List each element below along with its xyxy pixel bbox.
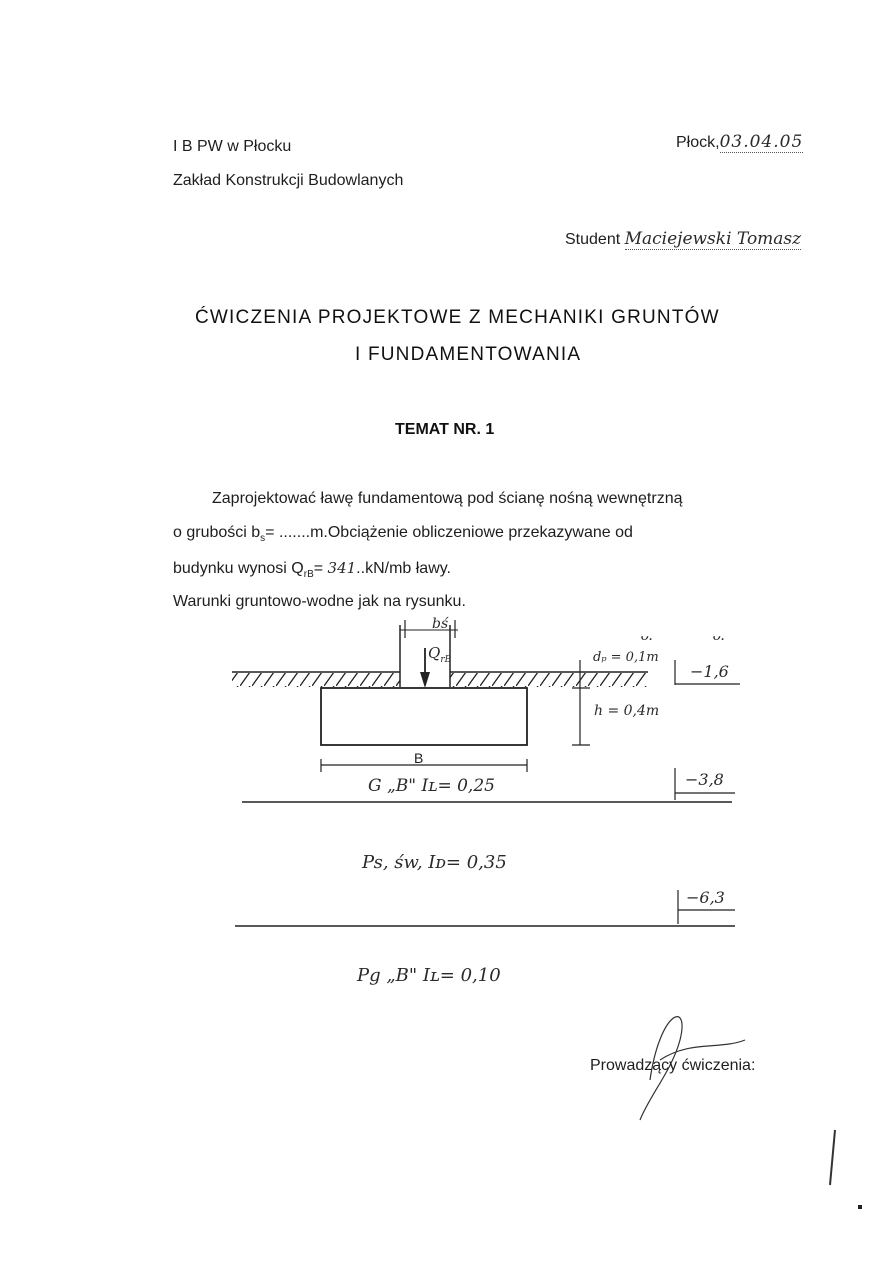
task-line-3-c: ..kN/mb ławy.	[356, 560, 451, 577]
task-line-3-b: =	[313, 560, 324, 577]
b-label: B	[414, 750, 424, 766]
margin-dot	[858, 1205, 862, 1209]
level-1-value: −1,6	[690, 662, 729, 681]
h-label: h = 0,4m	[594, 703, 660, 719]
water-mark-2: ᴗ.	[712, 628, 725, 644]
bs-label: bś	[432, 616, 449, 632]
supervisor-label: Prowadzący ćwiczenia:	[590, 1057, 756, 1074]
ground-hatch-right	[450, 673, 648, 687]
topic-number: TEMAT NR. 1	[395, 421, 495, 438]
foundation-footing	[321, 688, 527, 745]
ground-hatch-left	[232, 673, 400, 687]
place-label: Płock,	[676, 134, 720, 151]
page-title-line2: I FUNDAMENTOWANIA	[355, 344, 582, 365]
task-line-2-b: = .......m.Obciążenie obliczeniowe przekazywane od	[265, 524, 633, 541]
student-name-handwritten: Maciejewski Tomasz	[624, 229, 802, 249]
level-3-value: −6,3	[686, 888, 725, 907]
load-value-handwritten: 341	[327, 559, 357, 577]
task-line-2-a: o grubości b	[173, 524, 261, 541]
date-handwritten: 03.04.05	[719, 132, 804, 152]
page-title-line1: ĆWICZENIA PROJEKTOWE Z MECHANIKI GRUNTÓW	[195, 307, 720, 328]
q-label	[428, 644, 451, 665]
department-name: Zakład Konstrukcji Budowlanych	[173, 172, 404, 189]
bs-subscript: s	[260, 533, 266, 545]
layer-3-description: Pg „B" Iʟ= 0,10	[357, 965, 501, 986]
water-mark-1: ᴗ.	[640, 628, 653, 644]
load-arrow-head	[420, 672, 430, 688]
student-label: Student	[565, 231, 621, 248]
task-line-1: Zaprojektować ławę fundamentową pod ścianę nośną wewnętrzną	[212, 490, 683, 507]
task-line-4: Warunki gruntowo-wodne jak na rysunku.	[173, 593, 466, 610]
task-line-3-a: budynku wynosi Q	[173, 560, 304, 577]
layer-2-description: Ps, św, Iᴅ= 0,35	[362, 852, 507, 873]
layer-1-description: G „B" Iʟ= 0,25	[368, 776, 495, 796]
institution-name: I B PW w Płocku	[173, 138, 292, 155]
q-label-main: Q	[428, 644, 441, 662]
level-2-value: −3,8	[685, 770, 724, 789]
q-subscript: rB	[303, 569, 314, 581]
q-label-sub: rB	[440, 655, 452, 665]
dp-label: dₚ = 0,1m	[593, 650, 659, 665]
margin-stroke	[830, 1130, 835, 1185]
